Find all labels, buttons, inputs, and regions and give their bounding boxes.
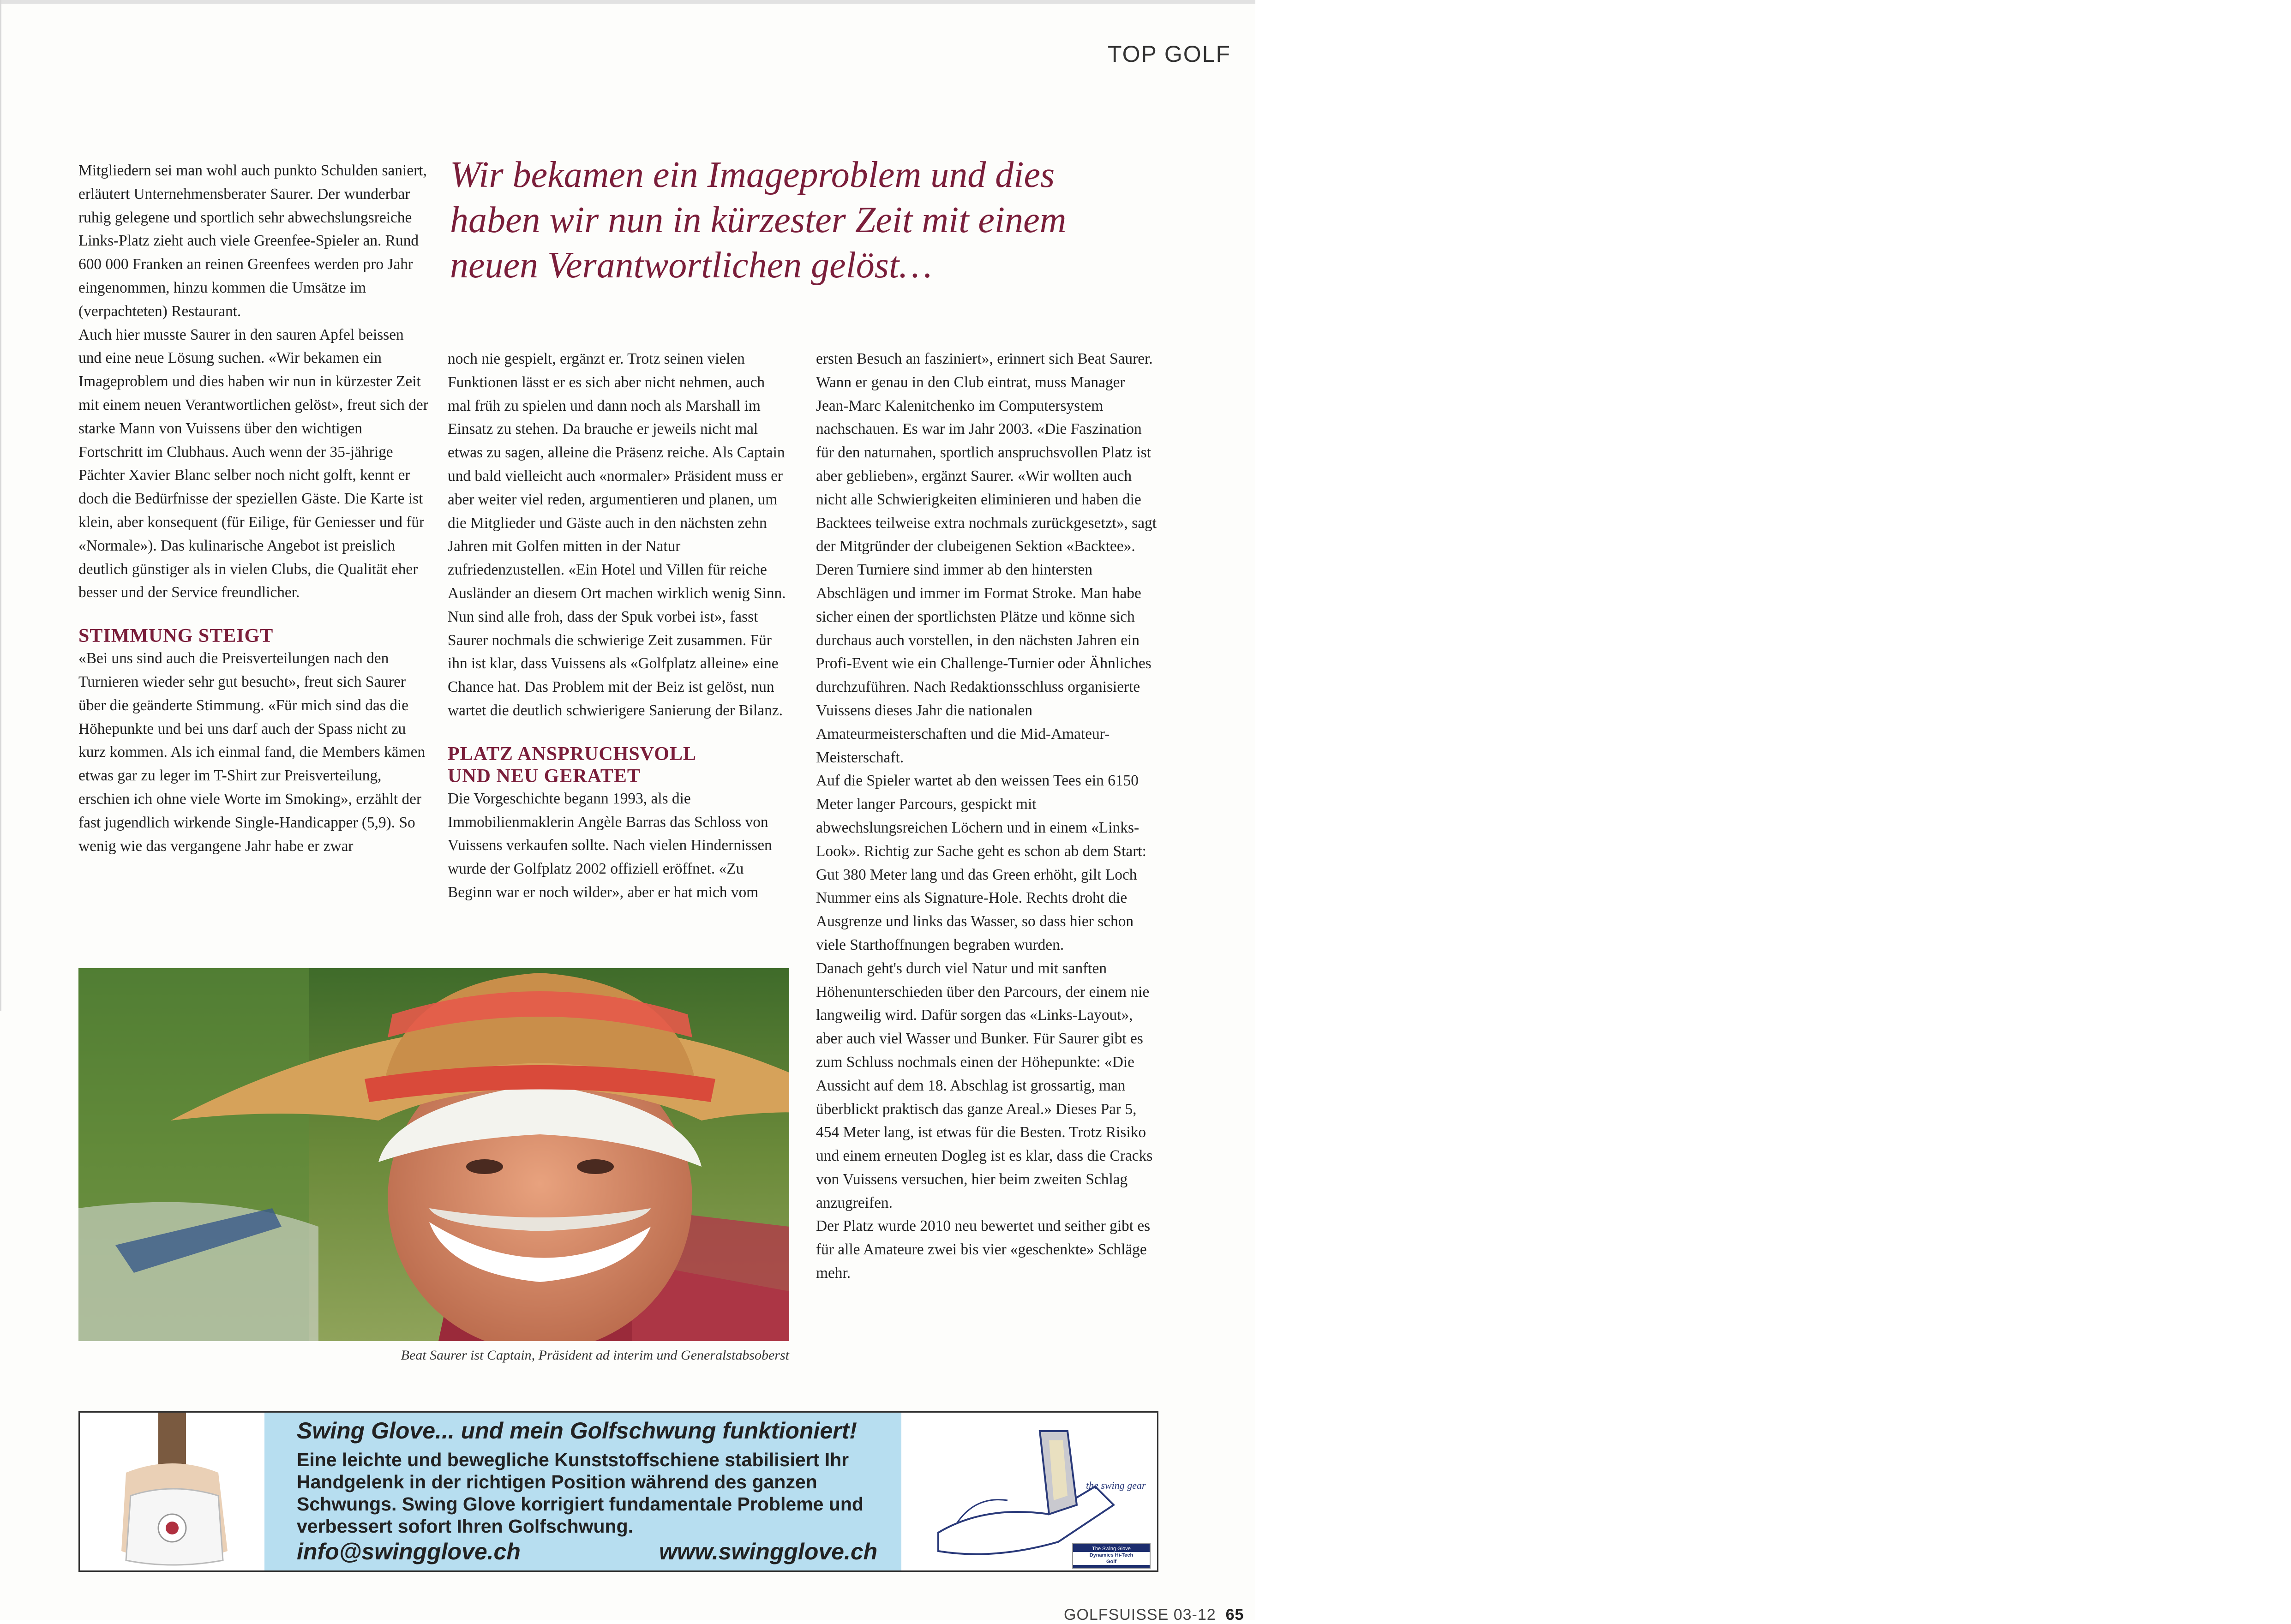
portrait-photo — [78, 968, 789, 1341]
ad-glove-image — [80, 1413, 264, 1570]
section-label: TOP GOLF — [1108, 41, 1231, 67]
ad-body-text: Eine leichte und bewegliche Kunststoffschiene stabilisiert Ihr Handgelenk in der richtigen Position während des ganzen Schwungs. Swing Glove korrigiert fundamentale Probleme und verbessert sofort Ihren Golfschwung. — [297, 1449, 864, 1537]
col1-paragraph-3: «Bei uns sind auch die Preisverteilungen nach den Turnieren wieder sehr gut besucht», freut sich Saurer über die geänderte Stimmung. «Für mich sind das die Höhepunkte und bei uns darf auch der Spass nicht zu kurz kommen. Als ich einmal fand, die Members kämen etwas gar zu leger im T-Shirt zur Preisverteilung, erschien ich ohne viele Worte im Smoking», erzählt der fast jugendlich wirkende Single-Handicapper (5,9). So wenig wie das vergangene Jahr habe er zwar — [78, 650, 426, 855]
column-1 — [78, 159, 429, 858]
badge-line-3: Golf — [1073, 1558, 1150, 1565]
col2-subheading — [448, 743, 792, 787]
ad-email-link[interactable]: info@swingglove.ch — [297, 1539, 521, 1564]
col3-paragraph-2: Auf die Spieler wartet ab den weissen Tees ein 6150 Meter langer Parcours, gespickt mit abwechslungsreichen Löchern und in einem «Links-Look». Richtig zur Sache geht es schon ab dem Start: Gut 380 Meter lang und das Green erhöht, gilt Loch Nummer eins als Signature-Hole. Rechts droht die Ausgrenze und links das Wasser, so dass hier schon viele Starthoffnungen begraben wurden. — [816, 772, 1146, 953]
page-footer — [1064, 1606, 1244, 1624]
col3-paragraph-4: Der Platz wurde 2010 neu bewertet und seither gibt es für alle Amateure zwei bis vier «geschenkte» Schläge mehr. — [816, 1217, 1151, 1282]
badge-line-1: The Swing Glove — [1092, 1546, 1131, 1552]
col1-paragraph-2: Auch hier musste Saurer in den sauren Apfel beissen und eine neue Lösung suchen. «Wir bekamen ein Imageproblem und dies haben wir nun in kürzester Zeit mit einem neuen Verantwortlichen gelöst», freut sich der starke Mann von Vuissens über den wichtigen Fortschritt im Clubhaus. Auch wenn der 35-jährige Pächter Xavier Blanc selber noch nicht golft, kennt er doch die Bedürfnisse der speziellen Gäste. Die Karte ist klein, aber konsequent (für Eilige, für Geniesser und für «Normale»). Das kulinarische Angebot ist preislich deutlich günstiger als in vielen Clubs, die Qualität eher besser und der Service freundlicher. — [78, 326, 428, 601]
page-left-edge — [0, 0, 1, 1011]
badge-line-2: Dynamics Hi-Tech — [1073, 1552, 1150, 1558]
ad-brand-tagline: the swing gear — [1086, 1480, 1146, 1491]
column-3 — [816, 348, 1160, 1285]
column-2 — [448, 348, 792, 905]
ad-title: Swing Glove... und mein Golfschwung funktioniert! — [297, 1418, 857, 1444]
col1-paragraph-1: Mitgliedern sei man wohl auch punkto Schulden saniert, erläutert Unternehmensberater Saurer. Der wunderbar ruhig gelegene und sportlich sehr abwechslungsreiche Links-Platz zieht auch viele Greenfee-Spieler an. Rund 600 000 Franken an reinen Greenfees werden pro Jahr eingenommen, hinzu kommen die Umsätze im (verpachteten) Restaurant. — [78, 162, 427, 320]
col1-subheading: STIMMUNG STEIGT — [78, 625, 274, 647]
col2-paragraph-1: noch nie gespielt, ergänzt er. Trotz seinen vielen Funktionen lässt er es sich aber nicht nehmen, auch mal früh zu spielen und dann noch als Marshall im Einsatz zu stehen. Da brauche er jeweils nicht mal etwas zu sagen, alleine die Präsenz reiche. Als Captain und bald vielleicht auch «normaler» Präsident muss er aber weiter viel reden, argumentieren und planen, um die Mitglieder und Gäste auch in den nächsten zehn Jahren mit Golfen mitten in der Natur zufriedenzustellen. «Ein Hotel und Villen für reiche Ausländer an diesem Ort machen wirklich wenig Sinn. Nun sind alle froh, dass der Spuk vorbei ist», fasst Saurer nochmals die schwierige Zeit zusammen. Für ihn ist klar, dass Vuissens als «Golfplatz alleine» eine Chance hat. Das Problem mit der Beiz ist gelöst, nun wartet die deutlich schwierigere Sanierung der Bilanz. — [448, 350, 786, 719]
glove-hand-icon — [80, 1413, 264, 1570]
page-number: 65 — [1225, 1606, 1244, 1624]
footer-magazine: GOLFSUISSE 03-12 — [1064, 1606, 1216, 1624]
portrait-illustration — [78, 968, 789, 1341]
col3-paragraph-1: ersten Besuch an fasziniert», erinnert sich Beat Saurer. Wann er genau in den Club eintrat, muss Manager Jean-Marc Kalenitchenko im Computersystem nachschauen. Es war im Jahr 2003. «Die Faszination für den naturnahen, sportlich anspruchsvollen Platz ist aber geblieben», ergänzt Saurer. «Wir wollten auch nicht alle Schwierigkeiten eliminieren und haben die Backtees teilweise extra nochmals zurückgesetzt», sagt der Mitgründer der clubeigenen Sektion «Backtee». Deren Turniere sind immer ab den hintersten Abschlägen und immer im Format Stroke. Man habe sicher einen der sportlichsten Plätze und könne sich durchaus auch vorstellen, in den nächsten Jahren ein Profi-Event wie ein Challenge-Turnier oder Ähnliches durchzuführen. Nach Redaktionsschluss organisierte Vuissens dieses Jahr die nationalen Amateurmeisterschaften und die Mid-Amateur-Meisterschaft. — [816, 350, 1157, 766]
page-top-edge — [0, 0, 1255, 4]
photo-caption: Beat Saurer ist Captain, Präsident ad interim und Generalstabsoberst — [401, 1348, 789, 1363]
ad-brand-badge — [1072, 1543, 1151, 1569]
col2-paragraph-2: Die Vorgeschichte begann 1993, als die Immobilienmaklerin Angèle Barras das Schloss von Vuissens verkaufen sollte. Nach vielen Hindernissen wurde der Golfplatz 2002 offiziell eröffnet. «Zu Beginn war er noch wilder», aber er hat mich vom — [448, 790, 772, 901]
col2-subheading-line-2: UND NEU GERATET — [448, 765, 641, 787]
col3-paragraph-3: Danach geht's durch viel Natur und mit sanften Höhenunterschieden über den Parcours, der einem nie langweilig wird. Dafür sorgen das «Links-Layout», aber auch viel Wasser und Bunker. Für Saurer gibt es zum Schluss nochmals einen der Höhepunkte: «Die Aussicht auf dem 18. Abschlag ist grossartig, man überblickt praktisch das ganze Areal.» Dieses Par 5, 454 Meter lang, ist etwas für die Besten. Trotz Risiko und einem erneuten Dogleg ist es klar, dass die Cracks von Vuissens versuchen, hier beim zweiten Schlag anzugreifen. — [816, 959, 1153, 1211]
ad-website-link[interactable]: www.swingglove.ch — [659, 1539, 878, 1564]
pull-quote: Wir bekamen ein Imageproblem und dies haben wir nun in kürzester Zeit mit einem neuen Verantwortlichen gelöst… — [450, 155, 1067, 286]
swing-glove-ad[interactable] — [78, 1411, 1158, 1572]
col2-subheading-line-1: PLATZ ANSPRUCHSVOLL — [448, 743, 696, 765]
